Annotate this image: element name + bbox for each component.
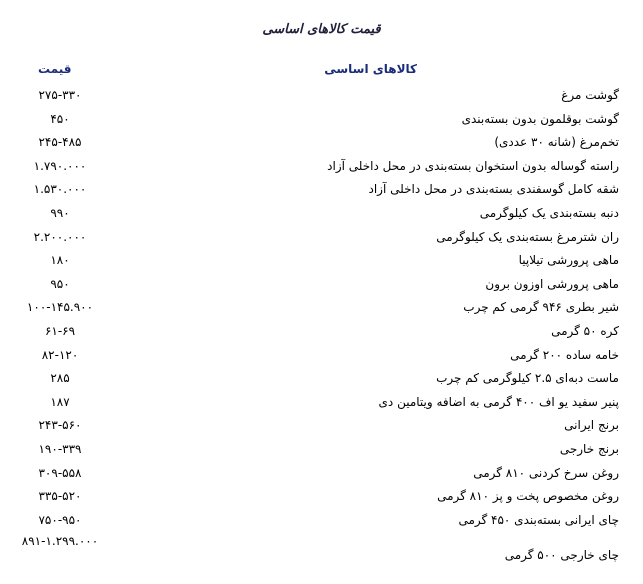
item-name: شقه کامل گوسفندی بسته‌بندی در محل داخلی آزاد bbox=[368, 182, 619, 197]
item-name: کره ۵۰ گرمی bbox=[551, 323, 619, 338]
item-price: ۹۹۰ bbox=[50, 205, 70, 220]
table-row bbox=[0, 534, 643, 564]
item-price: ۱.۷۹۰.۰۰۰ bbox=[33, 158, 87, 173]
table-row bbox=[0, 346, 643, 370]
table-row bbox=[0, 369, 643, 393]
item-price: ۶۱-۶۹ bbox=[44, 323, 76, 338]
item-price: ۱۸۷ bbox=[50, 394, 70, 409]
table-row bbox=[0, 110, 643, 134]
item-price: ۴۵۰ bbox=[50, 111, 70, 126]
item-name: برنج ایرانی bbox=[564, 418, 619, 433]
table-row bbox=[0, 393, 643, 417]
item-price: ۲۷۵-۳۳۰ bbox=[38, 88, 82, 102]
table-row bbox=[0, 440, 643, 464]
item-price: ۱۸۰ bbox=[50, 253, 70, 268]
table-row bbox=[0, 228, 643, 252]
table-row bbox=[0, 464, 643, 488]
table-row bbox=[0, 275, 643, 299]
item-price: ۸۹۱-۱.۲۹۹.۰۰۰ bbox=[21, 534, 99, 549]
table-row bbox=[0, 487, 643, 511]
item-name: گوشت مرغ bbox=[561, 88, 619, 102]
table-row bbox=[0, 416, 643, 440]
item-name: گوشت بوقلمون بدون بسته‌بندی bbox=[461, 111, 619, 126]
table-row bbox=[0, 133, 643, 157]
table-row bbox=[0, 322, 643, 346]
column-header-price: قیمت bbox=[38, 62, 72, 76]
column-header-item: کالاهای اساسی bbox=[324, 62, 417, 76]
item-name: روغن سرخ کردنی ۸۱۰ گرمی bbox=[473, 465, 619, 480]
item-price: ۲۸۵ bbox=[50, 371, 70, 386]
table-row bbox=[0, 251, 643, 275]
item-name: ماهی پرورشی اوزون برون bbox=[485, 276, 619, 291]
item-name: ماهی پرورشی تیلاپیا bbox=[518, 253, 619, 268]
table-row bbox=[0, 157, 643, 181]
table-row bbox=[0, 204, 643, 228]
item-name: روغن مخصوص پخت و پز ۸۱۰ گرمی bbox=[437, 489, 619, 504]
item-name: دنبه بسته‌بندی یک کیلوگرمی bbox=[479, 205, 619, 220]
item-price: ۲.۲۰۰.۰۰۰ bbox=[33, 229, 87, 244]
item-name: برنج خارجی bbox=[559, 441, 619, 456]
item-price: ۷۵۰-۹۵۰ bbox=[38, 512, 82, 527]
item-price: ۲۴۵-۴۸۵ bbox=[38, 135, 82, 150]
table-header bbox=[0, 62, 643, 80]
item-name: راسته گوساله بدون استخوان بسته‌بندی در محل داخلی آزاد bbox=[327, 158, 619, 173]
item-name: چای ایرانی بسته‌بندی ۴۵۰ گرمی bbox=[458, 512, 619, 527]
table-row bbox=[0, 511, 643, 535]
item-name: چای خارجی ۵۰۰ گرمی bbox=[504, 548, 619, 563]
item-price: ۸۲-۱۲۰ bbox=[41, 347, 79, 362]
table-row bbox=[0, 180, 643, 204]
price-table bbox=[0, 86, 643, 564]
item-price: ۹۵۰ bbox=[50, 276, 70, 291]
item-price: ۱۹۰-۳۳۹ bbox=[38, 441, 82, 456]
item-name: تخم‌مرغ (شانه ۳۰ عددی) bbox=[494, 135, 619, 150]
item-price: ۱.۵۳۰.۰۰۰ bbox=[33, 182, 87, 197]
item-price: ۲۴۳-۵۶۰ bbox=[38, 418, 82, 433]
item-price: ۱۰۰-۱۴۵.۹۰۰ bbox=[26, 300, 94, 315]
item-name: پنیر سفید یو اف ۴۰۰ گرمی به اضافه ویتامین دی bbox=[378, 394, 619, 409]
item-price: ۳۳۵-۵۲۰ bbox=[38, 489, 82, 504]
table-row bbox=[0, 298, 643, 322]
item-name: ماست دبه‌ای ۲.۵ کیلوگرمی کم چرب bbox=[436, 371, 619, 386]
item-name: شیر بطری ۹۴۶ گرمی کم چرب bbox=[463, 300, 619, 315]
item-name: ران شترمرغ بسته‌بندی یک کیلوگرمی bbox=[436, 229, 619, 244]
item-name: خامه ساده ۲۰۰ گرمی bbox=[510, 347, 619, 362]
item-price: ۳۰۹-۵۵۸ bbox=[38, 465, 82, 480]
document-title: قیمت کالاهای اساسی bbox=[262, 22, 381, 37]
table-row bbox=[0, 86, 643, 110]
